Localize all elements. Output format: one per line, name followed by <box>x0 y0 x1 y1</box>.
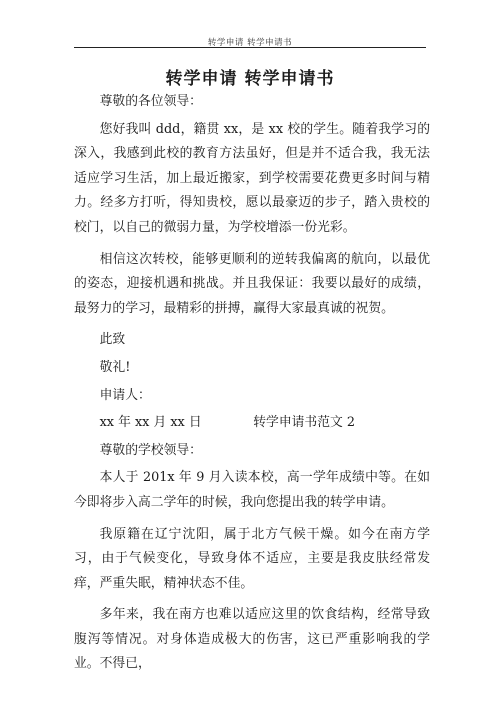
paragraph-5: 多年来，我在南方也难以适应这里的饮食结构，经常导致腹泻等情况。对身体造成极大的伤害，这已严重影响我的学业。不得已， <box>74 607 430 672</box>
document-title: 转学申请 转学申请书 <box>165 69 335 89</box>
signature-line: 申请人： <box>99 387 151 403</box>
date-line: xx 年 xx 月 xx 日 <box>99 415 202 431</box>
closing-line-2: 敬礼! <box>99 359 131 375</box>
paragraph-4: 我原籍在辽宁沈阳，属于北方气候干燥。如今在南方学习，由于气候变化，导致身体不适应，主要是我皮肤经常发痒，严重失眠，精神状态不佳。 <box>74 526 430 591</box>
closing-line-1: 此致 <box>99 332 126 348</box>
sample-title: 转学申请书范文 2 <box>253 415 356 431</box>
salutation-1: 尊敬的各位领导： <box>99 94 202 109</box>
paragraph-1: 您好我叫 ddd，籍贯 xx，是 xx 校的学生。随着我学习的深入，我感到此校的教育方法虽好，但是并不适合我，我无法适应学习生活，加上最近搬家，到学校需要花费更多时间与精力。经多方打听，得知贵校，愿以最豪迈的步子，踏入贵校的校门，以自己的微弱力量，为学校增添一份光彩。 <box>74 121 430 235</box>
paragraph-3: 本人于 201x 年 9 月入读本校，高一学年成绩中等。在如今即将步入高二学年的时候，我向您提出我的转学申请。 <box>74 470 430 510</box>
paragraph-2: 相信这次转校，能够更顺利的逆转我偏离的航向，以最优的姿态，迎接机遇和挑战。并且我保证：我要以最好的成绩，最努力的学习，最精彩的拼搏，赢得大家最真诚的祝贺。 <box>74 251 430 316</box>
salutation-2: 尊敬的学校领导： <box>99 442 202 458</box>
header-rule <box>74 47 426 48</box>
date-and-sample-title <box>74 411 430 436</box>
document-body <box>74 90 430 684</box>
running-header: 转学申请 转学申请书 <box>207 38 293 48</box>
